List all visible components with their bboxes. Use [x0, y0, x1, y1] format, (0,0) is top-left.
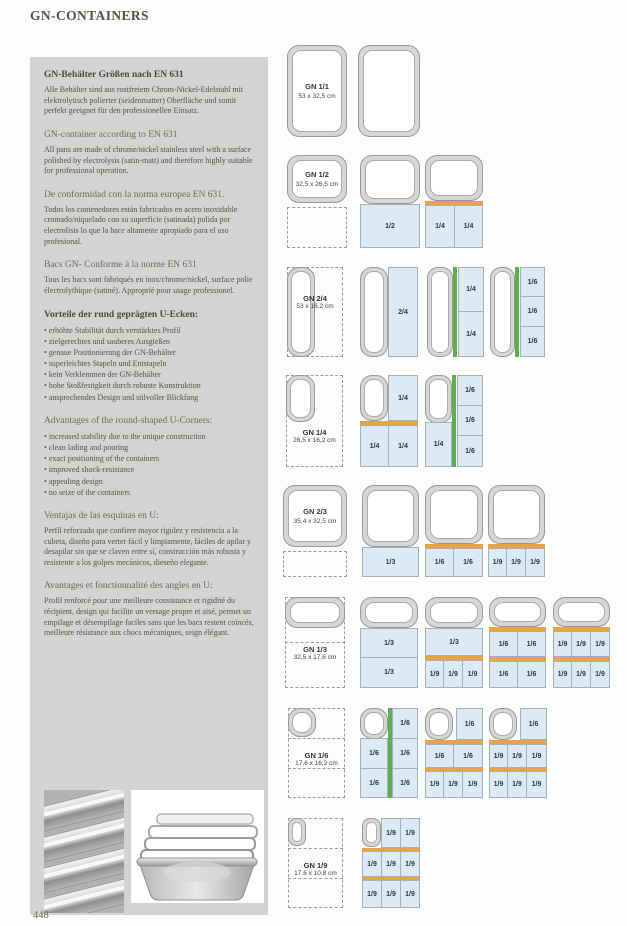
- fraction-cell: 1/6: [517, 661, 546, 688]
- gn-size-label: 17,6 x 16,2 cm: [295, 760, 338, 767]
- fraction-cell: 1/6: [360, 768, 388, 798]
- fraction-cell: 1/9: [526, 744, 547, 768]
- gn-legend-label: [286, 428, 343, 450]
- gn-pan: [425, 155, 483, 201]
- section-body: Alle Behälter sind aus rostfreiem Chrom-Nickel-Edelstahl mit elektrolytisch polierter (seidenmatter) Oberfläche und somit perfekt geeignet für den professionellen Einsatz.: [44, 85, 244, 116]
- section-body: Tous les bacs sont fabriqués en inox/chrome/nickel, surface polie électrolythique (satiné). Approprié pour usage professionel.: [44, 275, 253, 295]
- gn-legend-label: [287, 294, 343, 316]
- section-bullets: [44, 325, 256, 403]
- section-body: Profil renforcé pour une meilleure consistance et rigidité du récipient, design qui facilite un versage propre et aisé, permet un empilage et désempilage faciles sans que les bacs restent coincés, meilleure résistance aux chocs mécaniques, seign élégant.: [44, 596, 254, 638]
- fraction-cell: 1/9: [571, 631, 591, 657]
- gn-size-label: 35,4 x 32,5 cm: [293, 518, 337, 526]
- gn-pan: [553, 597, 610, 627]
- gn-pan: [425, 375, 452, 423]
- fraction-cell: 1/9: [400, 880, 420, 908]
- fraction-cell: 1/6: [489, 631, 518, 657]
- fraction-cell: 1/9: [488, 548, 507, 577]
- fraction-cell: 1/6: [392, 768, 418, 798]
- info-section: [44, 70, 256, 117]
- gn-name-label: GN 2/3: [303, 506, 327, 516]
- fraction-cell: 1/9: [400, 851, 420, 877]
- page-title: GN-CONTAINERS: [30, 8, 149, 23]
- fraction-cell: 1/9: [571, 661, 591, 688]
- fraction-cell: 1/6: [517, 631, 546, 657]
- green-divider: [453, 267, 457, 357]
- stacked-pans-photo-left: [44, 790, 124, 913]
- bullet-item: • ansprechendes Design und stilvoller Blickfang: [44, 392, 256, 403]
- bullet-item: • exact positioning of the containers: [44, 453, 256, 464]
- fraction-cell: 1/4: [360, 425, 389, 467]
- gn-pan: [488, 485, 545, 544]
- ghost-divider: [288, 738, 345, 739]
- gn-pan: [288, 818, 306, 846]
- bullet-item: • superleichtes Stapeln und Entstapeln: [44, 358, 256, 369]
- bullet-item: • clean lading and pouring: [44, 442, 256, 453]
- gn-name-label: GN 1/2: [305, 169, 329, 179]
- fraction-cell: 1/9: [381, 851, 401, 877]
- gn-name-label: GN 1/3: [303, 645, 327, 654]
- info-panel-text: [30, 57, 268, 639]
- green-divider: [452, 375, 456, 467]
- gn-legend-label: [288, 751, 345, 773]
- fraction-cell: 1/9: [525, 548, 545, 577]
- gn-pan: [287, 155, 347, 203]
- gn-size-label: 26,5 x 16,2 cm: [293, 437, 336, 444]
- gn-pan: [360, 155, 420, 204]
- stacked-pans-photo-right: [131, 790, 264, 903]
- section-heading: Advantages of the round-shaped U-Corners:: [44, 415, 213, 426]
- fraction-cell: 1/9: [553, 661, 572, 688]
- section-body: Perfil reforzado que confiere mayor rigidez y resistencia a la cubeta, diseño para verter fácil y limpiamente, fáciles de apilar y desapilar sin que se claven entre sí, construcción más robusta y resistente a los golpes mecánicos, dieseño elegante.: [44, 525, 252, 567]
- section-heading: Ventajas de las esquinas en U:: [44, 510, 159, 521]
- gn-pan: [362, 818, 381, 847]
- bullet-item: • zielgerechtes und sauberes Ausgießen: [44, 336, 256, 347]
- fraction-cell: 1/6: [489, 661, 518, 688]
- info-section: [44, 416, 256, 498]
- fraction-cell: 1/4: [458, 267, 484, 312]
- fraction-cell: 1/6: [457, 375, 483, 406]
- fraction-cell: 1/6: [457, 435, 483, 467]
- fraction-cell: 1/6: [453, 744, 483, 768]
- gn-pan: [358, 45, 420, 137]
- gn-pan: [362, 485, 419, 547]
- ghost-divider: [288, 848, 343, 849]
- fraction-cell: 1/4: [388, 375, 418, 421]
- fraction-cell: 1/9: [526, 771, 547, 798]
- fraction-cell: 1/9: [425, 660, 444, 688]
- fraction-cell: 2/4: [388, 267, 418, 357]
- section-heading: GN-container according to EN 631: [44, 129, 178, 140]
- gn-legend-label: [285, 645, 345, 667]
- fraction-cell: 1/4: [388, 425, 418, 467]
- fraction-cell: 1/9: [507, 744, 527, 768]
- section-heading: GN-Behälter Größen nach EN 631: [44, 70, 184, 80]
- fraction-cell: 1/6: [392, 708, 418, 739]
- section-bullets: [44, 431, 256, 498]
- fraction-cell: 1/9: [362, 880, 382, 908]
- fraction-cell: 1/4: [425, 422, 452, 467]
- info-section: [44, 260, 256, 296]
- fraction-cell: 1/9: [425, 771, 444, 798]
- gn-pan: [360, 597, 418, 628]
- fraction-cell: 1/4: [425, 205, 455, 248]
- section-heading: De conformidad con la norma europea EN 631.: [44, 189, 225, 200]
- fraction-cell: 1/3: [425, 628, 483, 656]
- fraction-cell: 1/6: [520, 296, 545, 327]
- fraction-cell: 1/3: [360, 657, 418, 688]
- gn-size-label: 17,6 x 10,8 cm: [294, 870, 337, 877]
- section-heading: Bacs GN- Conforme à la norme EN 631: [44, 260, 197, 271]
- gn-pan: [425, 485, 483, 544]
- gn-pan: [283, 485, 347, 547]
- fraction-cell: 1/9: [443, 660, 463, 688]
- gn-name-label: GN 2/4: [303, 294, 327, 303]
- bullet-item: • improved shock-resistance: [44, 464, 256, 475]
- gn-pan: [489, 597, 546, 627]
- fraction-cell: 1/6: [453, 548, 483, 577]
- info-section: [44, 190, 256, 248]
- info-panel: [30, 57, 268, 915]
- bullet-item: • kein Verklemmen der GN-Behälter: [44, 369, 256, 380]
- fraction-cell: 1/9: [362, 851, 382, 877]
- bullet-item: • increased stability due to the unique construction: [44, 431, 256, 442]
- gn-size-label: 32,5 x 26,5 cm: [295, 181, 339, 189]
- page-number: 448: [33, 910, 49, 921]
- fraction-cell: 1/9: [381, 818, 401, 848]
- section-body: Todos los contenedores están fabricados en acero inoxidable cromado/niquelado con su superficie (satinada) pulida por electrolisis lo que la hace altamente apropiado para el uso profesional.: [44, 204, 238, 246]
- fraction-cell: 1/9: [400, 818, 420, 848]
- gn-pan: [425, 597, 483, 628]
- fraction-cell: 1/3: [360, 628, 418, 658]
- gn-name-label: GN 1/4: [302, 428, 327, 437]
- fraction-cell: 1/9: [462, 771, 483, 798]
- fraction-cell: 1/6: [520, 708, 547, 740]
- gn-pan: [427, 267, 453, 357]
- ghost-outline: [287, 207, 347, 248]
- section-heading: Vorteile der rund geprägten U-Ecken:: [44, 309, 199, 320]
- gn-size-label: 53 x 16,2 cm: [296, 303, 334, 310]
- gn-pan: [360, 267, 388, 357]
- fraction-cell: 1/9: [462, 660, 483, 688]
- fraction-cell: 1/9: [507, 771, 527, 798]
- gn-pan: [489, 708, 517, 740]
- fraction-cell: 1/9: [489, 771, 508, 798]
- fraction-cell: 1/6: [360, 738, 388, 769]
- bullet-item: • hohe Stoßfestigkeit durch robuste Konstruktion: [44, 380, 256, 391]
- fraction-cell: 1/9: [553, 631, 572, 657]
- section-heading: Avantages et fonctionnalité des angles en U:: [44, 581, 213, 592]
- info-section: [44, 511, 256, 569]
- fraction-cell: 1/9: [489, 744, 508, 768]
- gn-pan: [490, 267, 515, 357]
- gn-pan: [425, 708, 453, 740]
- ghost-divider: [285, 642, 345, 643]
- gn-pan: [286, 375, 315, 422]
- fraction-cell: 1/9: [590, 661, 610, 688]
- gn-pan: [360, 375, 388, 421]
- bullet-item: • no seize of the containers: [44, 487, 256, 498]
- fraction-cell: 1/6: [456, 708, 483, 740]
- fraction-cell: 1/9: [381, 880, 401, 908]
- gn-name-label: GN 1/6: [304, 751, 329, 760]
- bullet-item: • genaue Positionierung der GN-Behälter: [44, 347, 256, 358]
- fraction-cell: 1/9: [506, 548, 526, 577]
- gn-name-label: GN 1/1: [305, 81, 329, 91]
- gn-pan: [360, 708, 388, 739]
- gn-size-label: 32,5 x 17,6 cm: [293, 654, 337, 661]
- bullet-item: • appealing design: [44, 476, 256, 487]
- fraction-cell: 1/4: [454, 205, 483, 248]
- fraction-cell: 1/2: [360, 204, 420, 248]
- fraction-cell: 1/6: [425, 548, 454, 577]
- gn-pan: [287, 45, 347, 137]
- fraction-cell: 1/6: [457, 405, 483, 436]
- gn-pan: [288, 708, 316, 737]
- info-section: [44, 310, 256, 403]
- gn-legend-label: [288, 861, 343, 883]
- gn-pan: [285, 597, 345, 628]
- gn-name-label: GN 1/9: [303, 861, 328, 870]
- fraction-cell: 1/6: [392, 738, 418, 769]
- bullet-item: • erhöhte Stabilität durch verstärktes Profil: [44, 325, 256, 336]
- section-body: All pans are made of chrome/nickel stainless steel with a surface polished by electrolysis (satin-matt) and therefore highly suitable for professional operation.: [44, 144, 253, 176]
- fraction-cell: 1/4: [458, 311, 484, 357]
- gn-size-label: 53 x 32,5 cm: [298, 93, 336, 101]
- fraction-cell: 1/9: [443, 771, 463, 798]
- fraction-cell: 1/3: [362, 547, 419, 577]
- green-divider: [515, 267, 519, 357]
- fraction-cell: 1/6: [520, 267, 545, 297]
- fraction-cell: 1/9: [590, 631, 610, 657]
- info-section: [44, 581, 256, 639]
- fraction-cell: 1/6: [520, 326, 545, 357]
- ghost-outline: [283, 551, 347, 577]
- fraction-cell: 1/6: [425, 744, 454, 768]
- info-section: [44, 130, 256, 177]
